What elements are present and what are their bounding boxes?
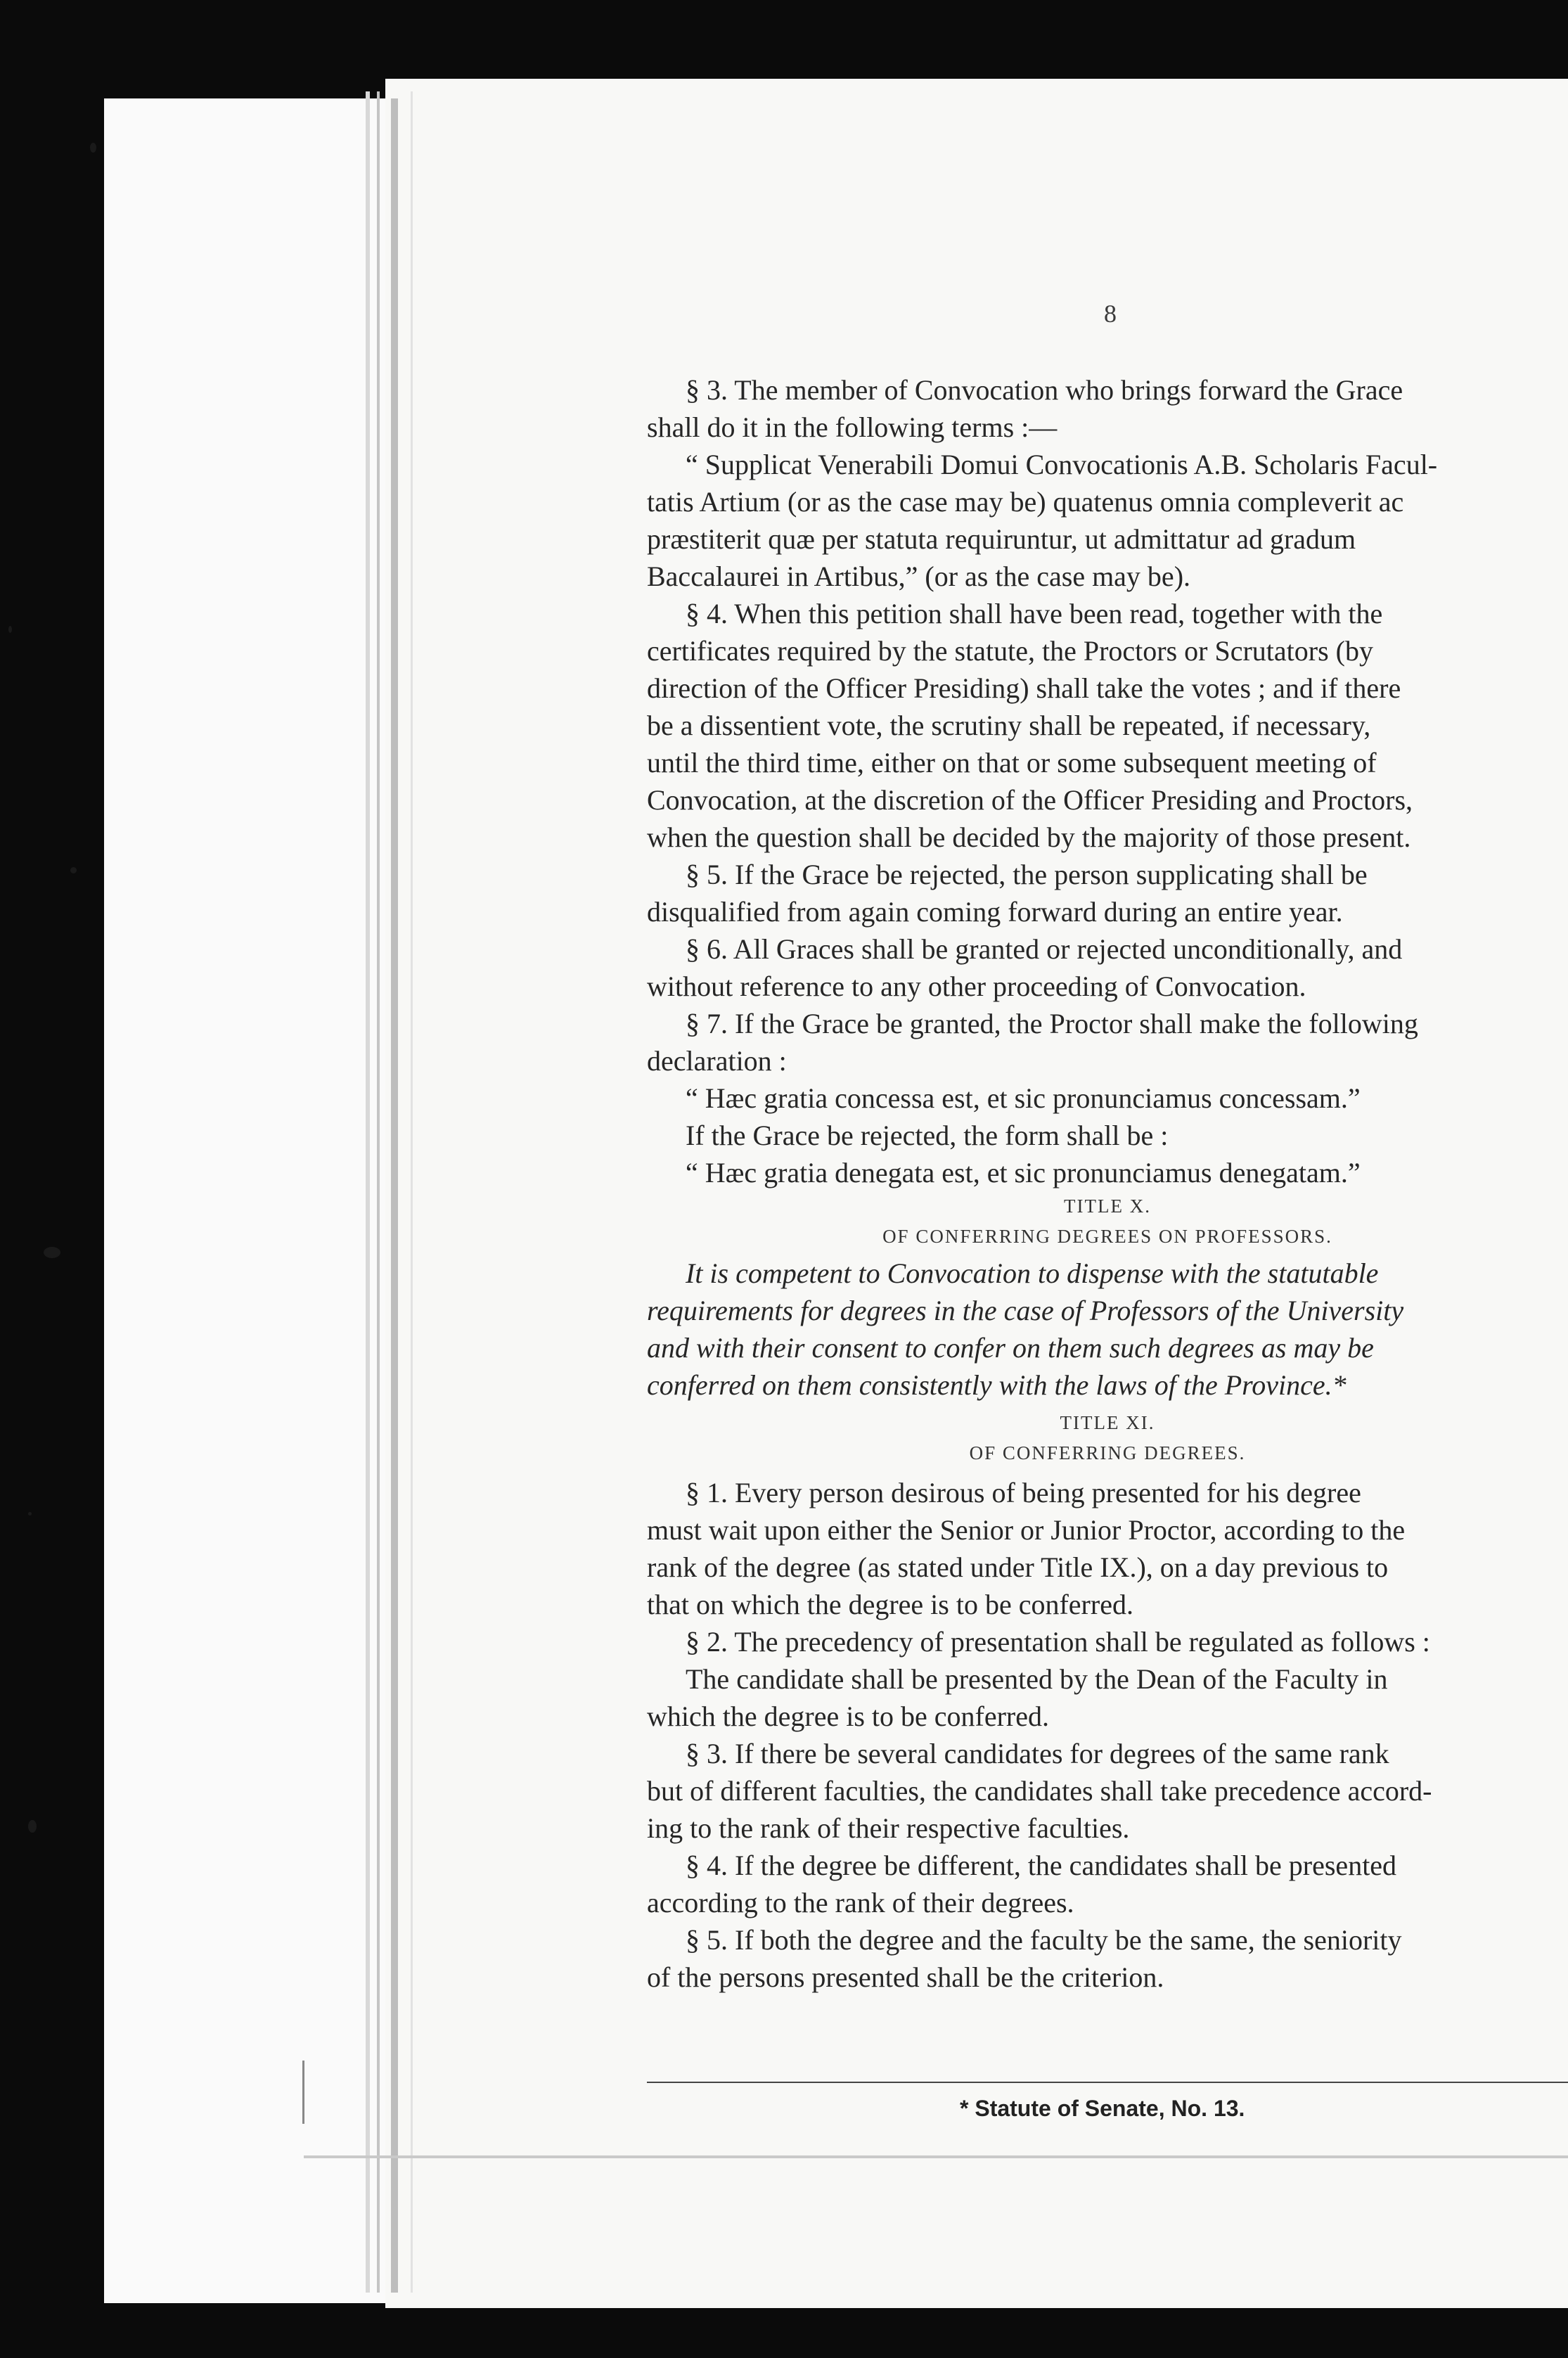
title-x-subheading: OF CONFERRING DEGREES ON PROFESSORS. [882,1226,1332,1247]
text-line: be a dissentient vote, the scrutiny shall be repeated, if necessary, [647,710,1371,741]
scan-speck [70,867,77,873]
text-line: disqualified from again coming forward during an entire year. [647,896,1343,928]
text-line: according to the rank of their degrees. [647,1887,1074,1918]
text-line: declaration : [647,1045,787,1077]
text-line: certificates required by the statute, the Proctors or Scrutators (by [647,635,1373,667]
page-number: 8 [1104,300,1117,328]
text-line: that on which the degree is to be conferred. [647,1589,1133,1620]
text-line: § 1. Every person desirous of being presented for his degree [686,1477,1361,1508]
scan-speck [44,1247,60,1258]
paragraphs-part-2 [647,1474,1568,1996]
italic-line: conferred on them consistently with the laws of the Province.* [647,1369,1347,1401]
text-line: “ Hæc gratia denegata est, et sic pronunciamus denegatam.” [686,1157,1361,1188]
text-line: without reference to any other proceeding of Convocation. [647,970,1306,1002]
text-line: but of different faculties, the candidates shall take precedence accord- [647,1775,1432,1807]
scan-speck [90,143,96,153]
text-line: § 6. All Graces shall be granted or rejected unconditionally, and [686,933,1403,965]
text-line: of the persons presented shall be the criterion. [647,1961,1164,1993]
text-line: ing to the rank of their respective faculties. [647,1812,1130,1844]
text-line: rank of the degree (as stated under Title IX.), on a day previous to [647,1551,1389,1583]
text-line: Baccalaurei in Artibus,” (or as the case may be). [647,560,1191,592]
italic-line: requirements for degrees in the case of Professors of the University [647,1295,1404,1326]
text-line: If the Grace be rejected, the form shall be : [686,1120,1169,1151]
margin-mark [302,2061,304,2124]
text-line: tatis Artium (or as the case may be) quatenus omnia compleverit ac [647,486,1404,518]
underlying-page [104,98,385,2303]
footnote: * Statute of Senate, No. 13. [960,2096,1245,2121]
text-line: § 4. When this petition shall have been read, together with the [686,598,1383,629]
text-line: The candidate shall be presented by the Dean of the Faculty in [686,1663,1388,1695]
paragraphs-part-1 [647,371,1568,1191]
text-line: when the question shall be decided by the majority of those present. [647,821,1411,853]
text-line: must wait upon either the Senior or Junior Proctor, according to the [647,1514,1406,1546]
title-xi-subheading: OF CONFERRING DEGREES. [969,1442,1246,1463]
scan-speck [8,626,12,633]
scan-speck [28,1820,37,1833]
scan-speck [28,1512,32,1516]
italic-resolution [647,1255,1568,1404]
text-line: præstiterit quæ per statuta requiruntur, ut admittatur ad gradum [647,523,1356,555]
page-edge [411,91,413,2293]
page-edge [377,91,380,2293]
text-line: § 5. If both the degree and the faculty be the same, the seniority [686,1924,1402,1956]
page-edge-stripe [304,2155,1568,2158]
text-line: § 5. If the Grace be rejected, the person supplicating shall be [686,859,1368,890]
italic-line: It is competent to Convocation to dispense with the statutable [686,1257,1379,1289]
text-line: direction of the Officer Presiding) shall take the votes ; and if there [647,672,1401,704]
text-line: which the degree is to be conferred. [647,1700,1049,1732]
text-line: “ Supplicat Venerabili Domui Convocationis A.B. Scholaris Facul- [686,449,1438,480]
page-edge [366,91,370,2293]
text-line: § 3. If there be several candidates for degrees of the same rank [686,1738,1389,1769]
italic-line: and with their consent to confer on them such degrees as may be [647,1332,1374,1364]
text-line: § 2. The precedency of presentation shall be regulated as follows : [686,1626,1430,1658]
footnote-rule [647,2082,1568,2083]
text-line: § 3. The member of Convocation who brings forward the Grace [686,374,1403,406]
text-line: § 4. If the degree be different, the candidates shall be presented [686,1850,1397,1881]
text-line: § 7. If the Grace be granted, the Proctor shall make the following [686,1008,1418,1039]
text-line: “ Hæc gratia concessa est, et sic pronunciamus concessam.” [686,1082,1361,1114]
text-line: Convocation, at the discretion of the Officer Presiding and Proctors, [647,784,1413,816]
body-text [647,371,1568,1996]
title-xi-heading: TITLE XI. [1060,1412,1155,1433]
title-x-heading: TITLE X. [1064,1196,1151,1217]
text-line: shall do it in the following terms :— [647,411,1058,443]
text-line: until the third time, either on that or some subsequent meeting of [647,747,1377,778]
page-fold-shadow [391,98,398,2293]
